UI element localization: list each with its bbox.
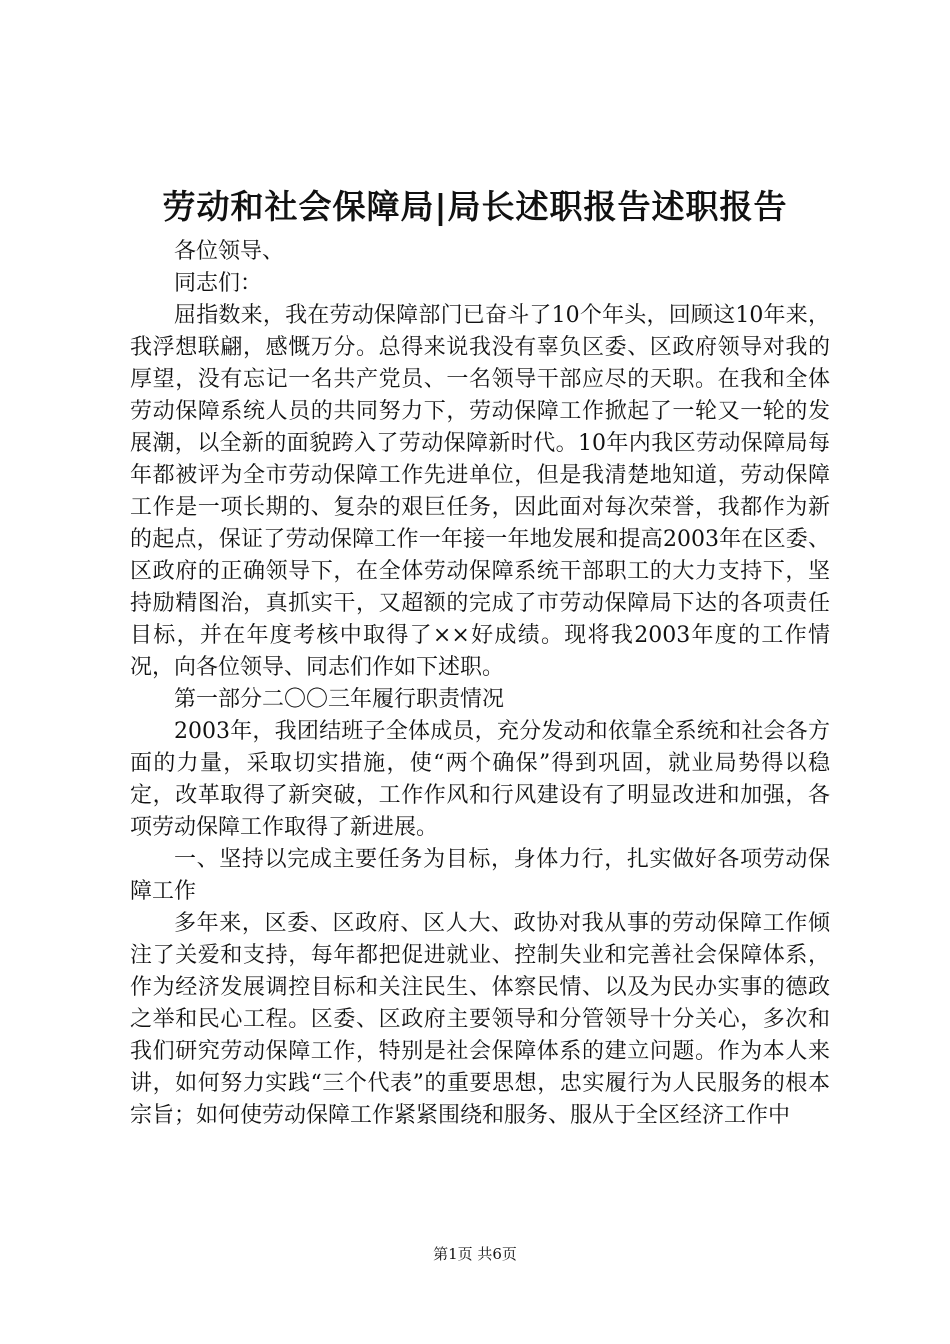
- subsection-heading: 一、坚持以完成主要任务为目标，身体力行，扎实做好各项劳动保障工作: [130, 847, 830, 904]
- body-paragraph: 多年来，区委、区政府、区人大、政协对我从事的劳动保障工作倾注了关爱和支持，每年都把促进就业、控制失业和完善社会保障体系，作为经济发展调控目标和关注民生、体察民情、以及为民办实事的德政之举和民心工程。区委、区政府主要领导和分管领导十分关心，多次和我们研究劳动保障工作，特别是社会保障体系的建立问题。作为本人来讲，如何努力实践“三个代表”的重要思想，忠实履行为人民服务的根本宗旨；如何使劳动保障工作紧紧围绕和服务、服从于全区经济工作中: [130, 911, 830, 1128]
- page-number-footer: 第1页 共6页: [433, 1245, 517, 1263]
- body-paragraph: 2003年，我团结班子全体成员，充分发动和依靠全系统和社会各方面的力量，采取切实措施，使“两个确保”得到巩固，就业局势得以稳定，改革取得了新突破，工作作风和行风建设有了明显改进和加强，各项劳动保障工作取得了新进展。: [130, 719, 830, 840]
- document-body: [130, 236, 830, 1132]
- greeting-line: 同志们：: [174, 271, 263, 296]
- greeting-line: 各位领导、: [174, 239, 285, 264]
- document-title: 劳动和社会保障局|局长述职报告述职报告: [162, 187, 788, 226]
- section-heading: 第一部分二〇〇三年履行职责情况: [174, 687, 505, 712]
- body-paragraph: 屈指数来，我在劳动保障部门已奋斗了10个年头，回顾这10年来，我浮想联翩，感慨万分。总得来说我没有辜负区委、区政府领导对我的厚望，没有忘记一名共产党员、一名领导干部应尽的天职。在我和全体劳动保障系统人员的共同努力下，劳动保障工作掀起了一轮又一轮的发展潮，以全新的面貌跨入了劳动保障新时代。10年内我区劳动保障局每年都被评为全市劳动保障工作先进单位，但是我清楚地知道，劳动保障工作是一项长期的、复杂的艰巨任务，因此面对每次荣誉，我都作为新的起点，保证了劳动保障工作一年接一年地发展和提高2003年在区委、区政府的正确领导下，在全体劳动保障系统干部职工的大力支持下，坚持励精图治，真抓实干，又超额的完成了市劳动保障局下达的各项责任目标，并在年度考核中取得了××好成绩。现将我2003年度的工作情况，向各位领导、同志们作如下述职。: [130, 303, 830, 680]
